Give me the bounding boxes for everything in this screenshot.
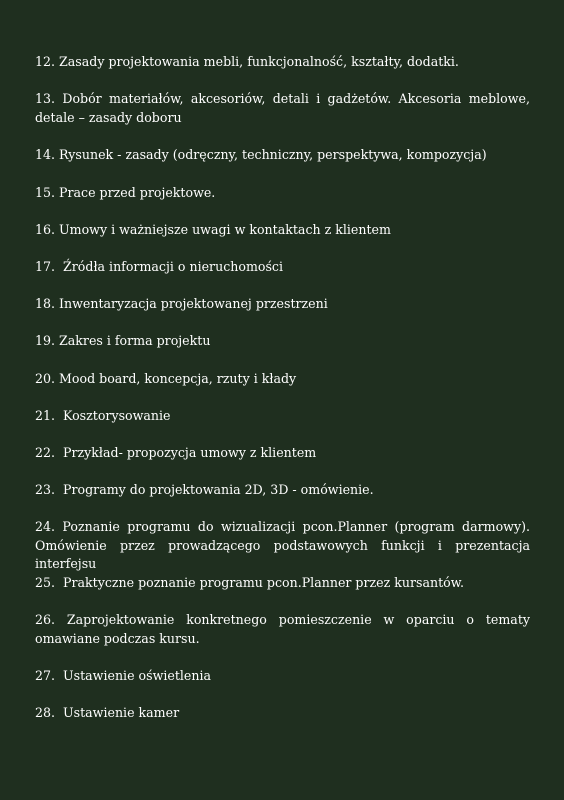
- list-item: 23. Programy do projektowania 2D, 3D - omówienie.: [35, 482, 374, 497]
- list-item: 20. Mood board, koncepcja, rzuty i kłady: [35, 371, 297, 386]
- list-item: 24. Poznanie programu do wizualizacji pcon.Planner (program darmowy). Omówienie przez prowadzącego podstawowych funkcji i prezentacja interfejsu: [35, 519, 530, 571]
- list-item: 26. Zaprojektowanie konkretnego pomieszczenie w oparciu o tematy omawiane podczas kursu.: [35, 612, 530, 646]
- list-item: 22. Przykład- propozycja umowy z klientem: [35, 445, 317, 460]
- list-item: 14. Rysunek - zasady (odręczny, techniczny, perspektywa, kompozycja): [35, 147, 487, 162]
- list-item: 13. Dobór materiałów, akcesoriów, detali i gadżetów. Akcesoria meblowe, detale – zasady doboru: [35, 91, 530, 125]
- list-item: 16. Umowy i ważniejsze uwagi w kontaktach z klientem: [35, 222, 391, 237]
- list-item: 27. Ustawienie oświetlenia: [35, 668, 212, 683]
- list-item: 18. Inwentaryzacja projektowanej przestrzeni: [35, 296, 328, 311]
- list-item: 12. Zasady projektowania mebli, funkcjonalność, kształty, dodatki.: [35, 54, 459, 69]
- list-item: 25. Praktyczne poznanie programu pcon.Planner przez kursantów.: [35, 575, 465, 590]
- list-item: 15. Prace przed projektowe.: [35, 185, 216, 200]
- list-item: 28. Ustawienie kamer: [35, 705, 180, 720]
- list-item: 19. Zakres i forma projektu: [35, 333, 211, 348]
- list-item: 21. Kosztorysowanie: [35, 408, 171, 423]
- list-item: 17. Źródła informacji o nieruchomości: [35, 259, 284, 274]
